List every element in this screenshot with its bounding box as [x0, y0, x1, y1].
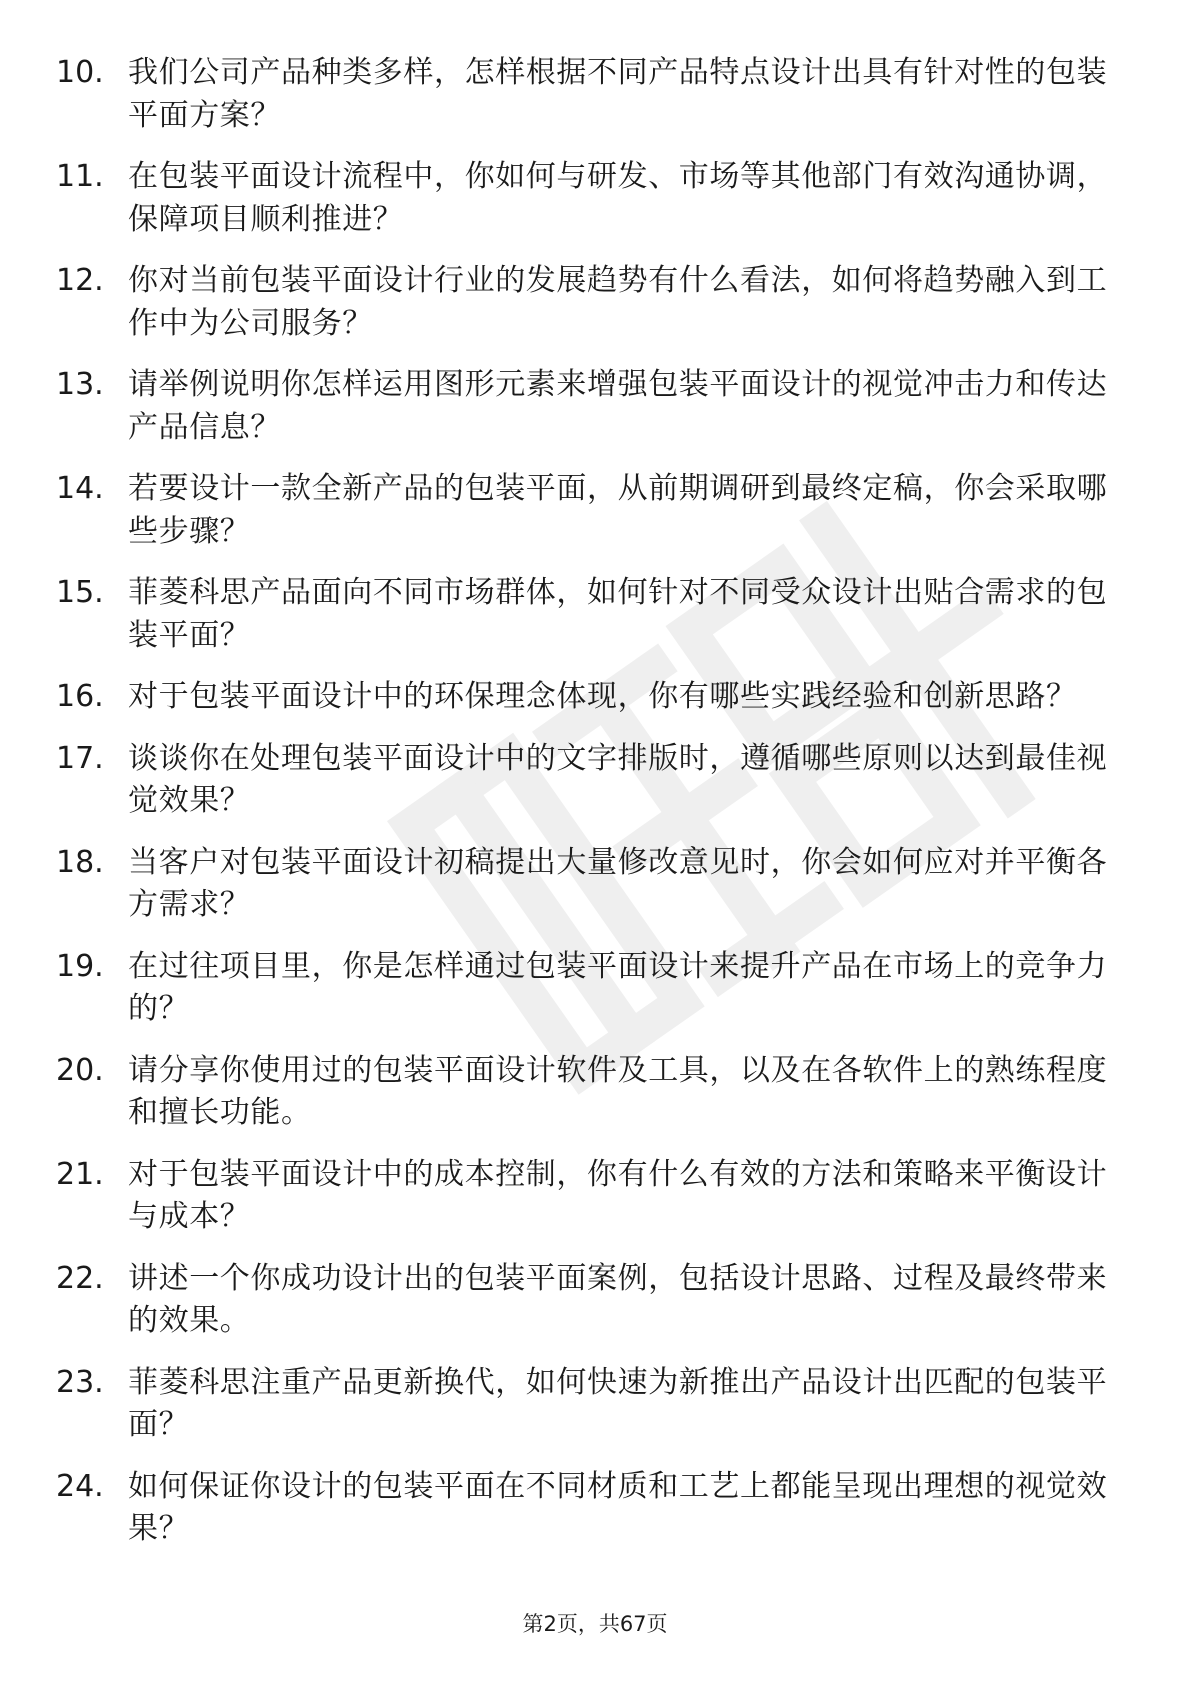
question-number: 21. [56, 1156, 104, 1192]
question-item [56, 738, 1136, 823]
question-number: 15. [56, 575, 104, 610]
question-item [56, 364, 1136, 449]
question-item [56, 1258, 1136, 1343]
question-item [56, 1154, 1136, 1239]
question-item [56, 468, 1136, 553]
question-number: 12. [56, 263, 104, 298]
question-text: 谈谈你在处理包装平面设计中的文字排版时，遵循哪些原则以达到最佳视觉效果？ [128, 740, 1108, 818]
question-list [56, 52, 1136, 1570]
question-number: 23. [56, 1364, 104, 1400]
question-text: 如何保证你设计的包装平面在不同材质和工艺上都能呈现出理想的视觉效果？ [128, 1468, 1108, 1546]
question-text: 请举例说明你怎样运用图形元素来增强包装平面设计的视觉冲击力和传达产品信息？ [128, 367, 1108, 445]
question-text: 对于包装平面设计中的环保理念体现，你有哪些实践经验和创新思路？ [128, 679, 1077, 714]
question-number: 18. [56, 844, 104, 880]
question-number: 24. [56, 1468, 104, 1504]
question-text: 当客户对包装平面设计初稿提出大量修改意见时，你会如何应对并平衡各方需求？ [128, 844, 1108, 922]
question-number: 20. [56, 1052, 104, 1088]
question-item [56, 260, 1136, 345]
question-text: 我们公司产品种类多样，怎样根据不同产品特点设计出具有针对性的包装平面方案？ [128, 55, 1108, 133]
question-number: 10. [56, 55, 104, 90]
question-text: 你对当前包装平面设计行业的发展趋势有什么看法，如何将趋势融入到工作中为公司服务？ [128, 263, 1108, 341]
question-item [56, 156, 1136, 241]
question-item [56, 1362, 1136, 1447]
question-text: 菲菱科思注重产品更新换代，如何快速为新推出产品设计出匹配的包装平面？ [128, 1364, 1108, 1442]
question-text: 对于包装平面设计中的成本控制，你有什么有效的方法和策略来平衡设计与成本？ [128, 1156, 1108, 1234]
question-item [56, 676, 1136, 719]
question-text: 若要设计一款全新产品的包装平面，从前期调研到最终定稿，你会采取哪些步骤？ [128, 471, 1108, 549]
question-item [56, 842, 1136, 927]
question-number: 16. [56, 679, 104, 714]
question-number: 14. [56, 471, 104, 506]
question-item [56, 946, 1136, 1031]
page-number: 第2页，共67页 [522, 1612, 668, 1636]
question-text: 在包装平面设计流程中，你如何与研发、市场等其他部门有效沟通协调，保障项目顺利推进？ [128, 159, 1108, 237]
question-text: 讲述一个你成功设计出的包装平面案例，包括设计思路、过程及最终带来的效果。 [128, 1260, 1108, 1338]
question-text: 请分享你使用过的包装平面设计软件及工具，以及在各软件上的熟练程度和擅长功能。 [128, 1052, 1108, 1130]
question-number: 17. [56, 740, 104, 776]
question-text: 在过往项目里，你是怎样通过包装平面设计来提升产品在市场上的竞争力的？ [128, 948, 1108, 1026]
question-number: 11. [56, 159, 104, 194]
question-item [56, 52, 1136, 137]
question-text: 菲菱科思产品面向不同市场群体，如何针对不同受众设计出贴合需求的包装平面？ [128, 575, 1108, 653]
question-number: 13. [56, 367, 104, 402]
question-item [56, 1466, 1136, 1551]
question-number: 22. [56, 1260, 104, 1296]
page-footer [0, 1608, 1190, 1638]
question-number: 19. [56, 948, 104, 984]
question-item [56, 572, 1136, 657]
question-item [56, 1050, 1136, 1135]
